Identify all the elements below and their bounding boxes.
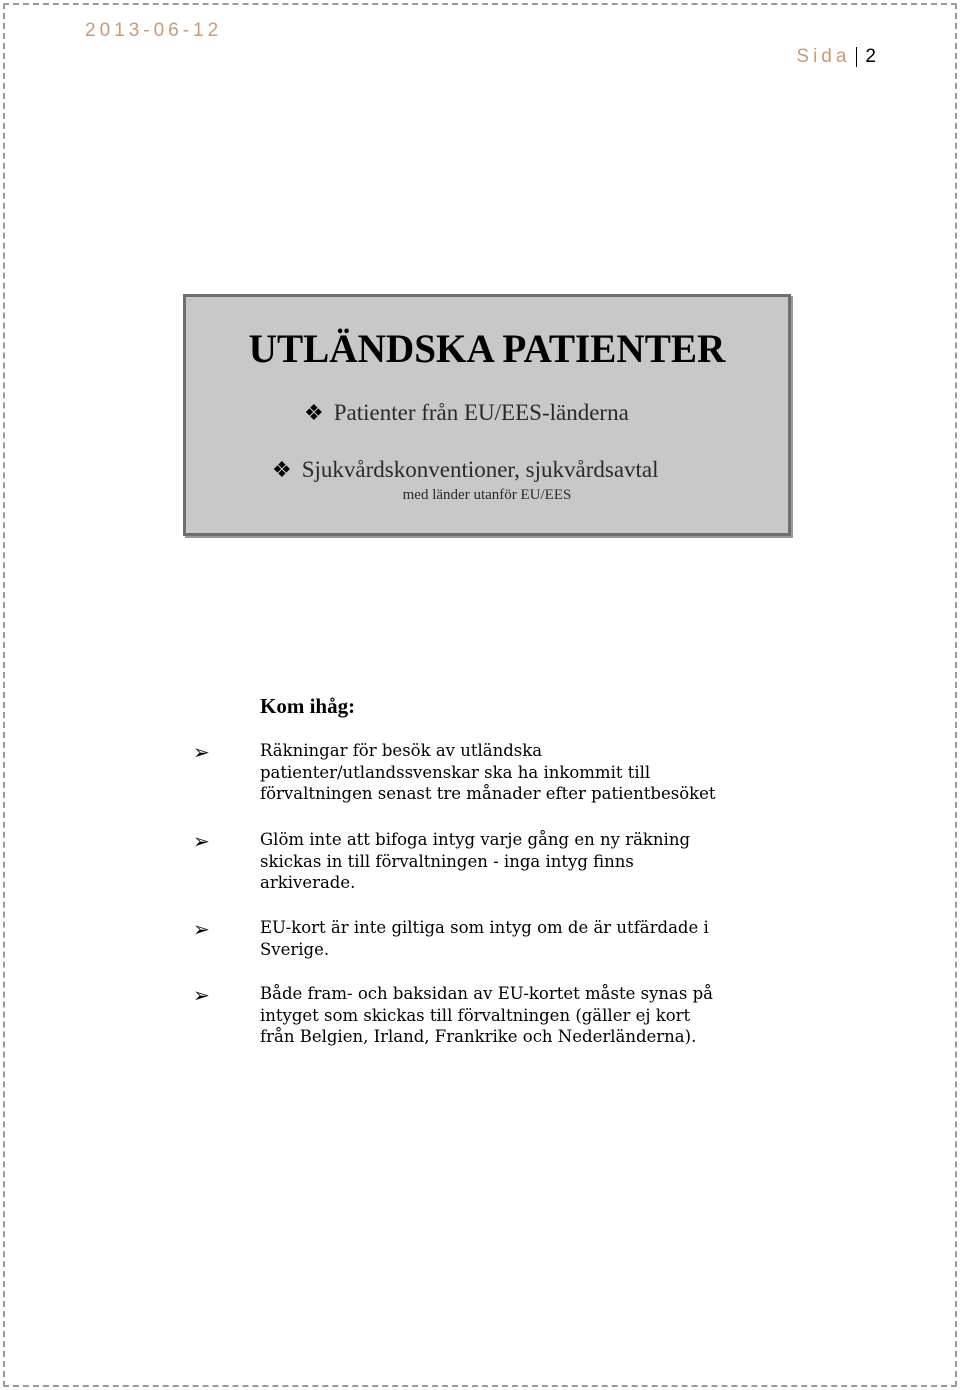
diamond-bullet-icon: ❖ bbox=[272, 457, 292, 482]
list-item bbox=[260, 917, 740, 960]
list-item-line: Sverige. bbox=[260, 939, 330, 959]
title-bullet-eu bbox=[304, 400, 629, 426]
document-title: UTLÄNDSKA PATIENTER bbox=[248, 326, 726, 371]
list-item bbox=[260, 983, 740, 1048]
list-item-line: EU-kort är inte giltiga som intyg om de är utfärdade i bbox=[260, 918, 709, 937]
title-bullet-text: Patienter från EU/EES-länderna bbox=[333, 400, 629, 425]
page-number-header bbox=[796, 46, 876, 68]
page-label: Sida bbox=[796, 46, 851, 67]
list-item-line: Glöm inte att bifoga intyg varje gång en ny räkning bbox=[260, 830, 691, 849]
list-item bbox=[260, 829, 740, 894]
list-item-line: arkiverade. bbox=[260, 873, 356, 892]
list-item-line: från Belgien, Irland, Frankrike och Nederländerna). bbox=[260, 1027, 697, 1046]
list-item-line: Räkningar för besök av utländska bbox=[260, 741, 543, 760]
list-item-line: förvaltningen senast tre månader efter patientbesöket bbox=[260, 784, 716, 803]
list-item-line: patienter/utlandssvenskar ska ha inkommit till bbox=[260, 762, 651, 782]
diamond-bullet-icon: ❖ bbox=[304, 400, 324, 425]
page-number: 2 bbox=[856, 47, 876, 67]
title-box bbox=[183, 294, 791, 536]
header-date: 2013-06-12 bbox=[85, 20, 223, 41]
arrow-bullet-icon: ➢ bbox=[193, 831, 210, 853]
remember-heading: Kom ihåg: bbox=[260, 694, 356, 718]
title-bullet-conventions bbox=[272, 457, 659, 483]
arrow-bullet-icon: ➢ bbox=[193, 985, 210, 1007]
list-item-line: Både fram- och baksidan av EU-kortet måste synas på bbox=[260, 984, 713, 1003]
list-item bbox=[260, 740, 740, 805]
title-bullet-text: Sjukvårdskonventioner, sjukvårdsavtal bbox=[301, 457, 659, 482]
arrow-bullet-icon: ➢ bbox=[193, 919, 210, 941]
list-item-line: intyget som skickas till förvaltningen (gäller ej kort bbox=[260, 1005, 691, 1025]
title-bullet-note: med länder utanför EU/EES bbox=[402, 487, 572, 503]
arrow-bullet-icon: ➢ bbox=[193, 742, 210, 764]
page-border bbox=[3, 3, 957, 1387]
list-item-line: skickas in till förvaltningen - inga intyg finns bbox=[260, 851, 634, 871]
